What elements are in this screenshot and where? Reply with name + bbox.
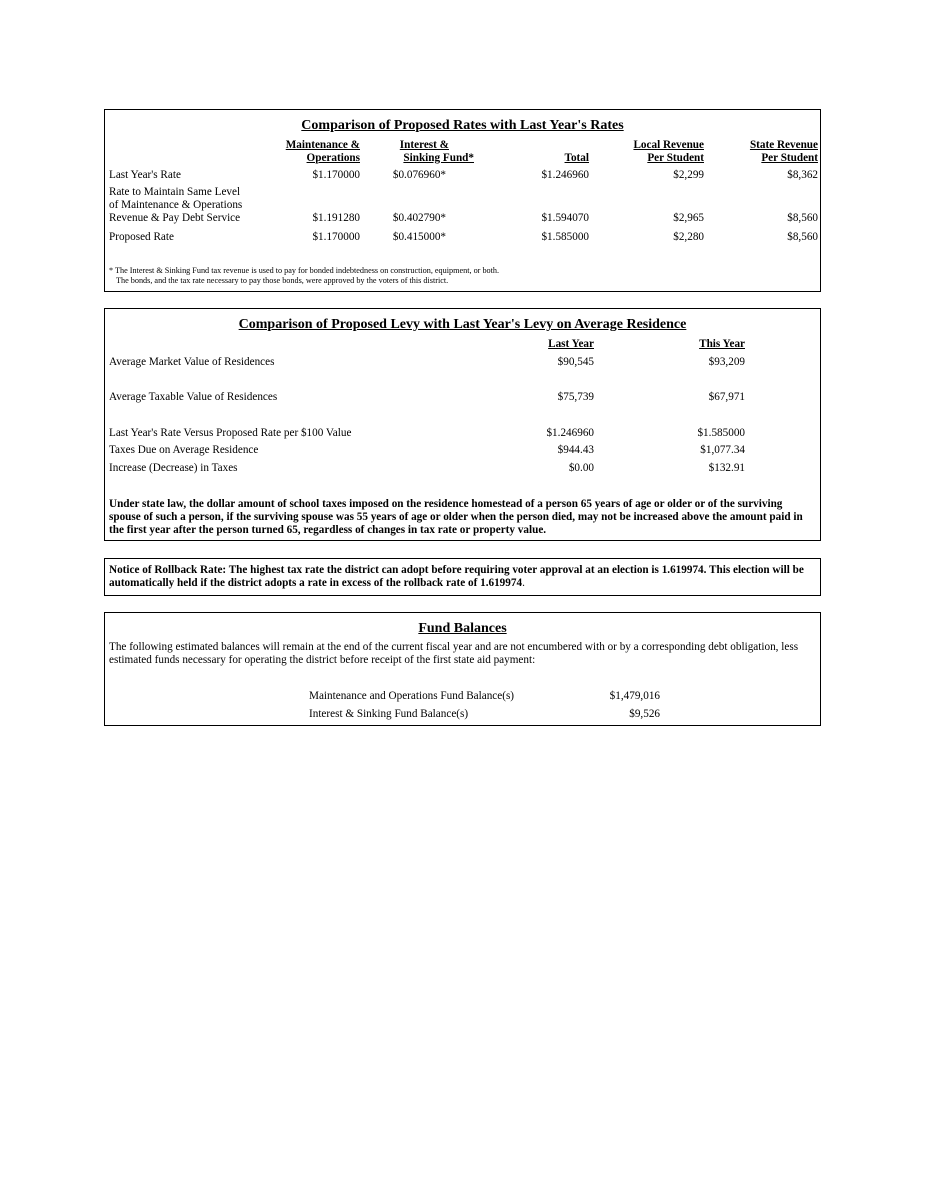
header-is-line1: Interest & (399, 139, 449, 151)
rate-row-label: Last Year's Rate (109, 169, 181, 181)
rate-row-local: $2,965 (673, 212, 704, 224)
rate-row-local: $2,280 (673, 231, 704, 243)
header-local-line2: Per Student (647, 152, 704, 164)
rates-footnote-line2: The bonds, and the tax rate necessary to pay those bonds, were approved by the voters of this district. (116, 276, 449, 285)
rate-row-state: $8,560 (787, 212, 818, 224)
header-mo-line1: Maintenance & (285, 139, 360, 151)
rate-row-total: $1.246960 (541, 169, 589, 181)
header-state-line1: State Revenue (749, 139, 818, 151)
levy-row-this: $132.91 (708, 462, 745, 474)
rate-row-mo: $1.170000 (312, 231, 360, 243)
rollback-notice-period: . (522, 577, 525, 589)
rate-row-local: $2,299 (673, 169, 704, 181)
levy-row-last: $90,545 (557, 356, 594, 368)
fund-row-value: $1,479,016 (609, 690, 660, 702)
levy-row-label: Last Year's Rate Versus Proposed Rate per $100 Value (109, 427, 352, 439)
rate-row-mo: $1.170000 (312, 169, 360, 181)
levy-title: Comparison of Proposed Levy with Last Year's Levy on Average Residence (238, 317, 687, 332)
rate-row-is: $0.076960* (392, 169, 446, 181)
header-local-line1: Local Revenue (633, 139, 704, 151)
fund-balances-title: Fund Balances (418, 621, 507, 636)
header-is-line2: Sinking Fund* (403, 152, 474, 164)
levy-row-last: $0.00 (568, 462, 594, 474)
rate-row-state: $8,362 (787, 169, 818, 181)
levy-header-this-year: This Year (699, 338, 745, 350)
rate-row-total: $1.594070 (541, 212, 589, 224)
rate-row-mo: $1.191280 (312, 212, 360, 224)
rollback-notice-sentence: Notice of Rollback Rate: The highest tax rate the district can adopt before requiring voter approval at an election is 1.619974. This election will be automatically held if the district adopts a rate in excess of the rollback rate of 1.619974 (109, 564, 804, 589)
rate-row-is: $0.415000* (392, 231, 446, 243)
fund-row-label: Maintenance and Operations Fund Balance(s) (309, 690, 515, 702)
fund-balances-box (104, 612, 821, 726)
header-mo-line2: Operations (306, 152, 360, 164)
header-state-line2: Per Student (761, 152, 818, 164)
fund-row-value: $9,526 (629, 708, 660, 720)
homestead-freeze-note: Under state law, the dollar amount of school taxes imposed on the residence homestead of a person 65 years of age or older or of the surviving spouse of such a person, if the surviving spouse was 55 years of age or older when the person died, may not be increased above the amount paid in the first year after the person turned 65, regardless of changes in tax rate or property value. (109, 498, 803, 536)
levy-row-this: $1.585000 (697, 427, 745, 439)
rate-row-is: $0.402790* (392, 212, 446, 224)
levy-row-last: $75,739 (557, 391, 594, 403)
rates-title: Comparison of Proposed Rates with Last Year's Rates (301, 118, 624, 133)
rates-comparison-box (104, 109, 821, 292)
rate-row-label-line2: of Maintenance & Operations (109, 199, 243, 211)
levy-row-last: $944.43 (557, 444, 594, 456)
rate-row-total: $1.585000 (541, 231, 589, 243)
levy-row-this: $93,209 (708, 356, 745, 368)
rates-footnote-line1: * The Interest & Sinking Fund tax revenue is used to pay for bonded indebtedness on construction, equipment, or both. (109, 266, 500, 275)
levy-row-label: Average Market Value of Residences (109, 356, 275, 368)
levy-row-label: Taxes Due on Average Residence (109, 444, 259, 456)
rate-row-state: $8,560 (787, 231, 818, 243)
rollback-notice-text (109, 564, 816, 590)
levy-row-label: Increase (Decrease) in Taxes (109, 462, 238, 474)
rate-row-label: Proposed Rate (109, 231, 174, 243)
levy-row-last: $1.246960 (546, 427, 594, 439)
levy-comparison-box (104, 308, 821, 541)
levy-row-label: Average Taxable Value of Residences (109, 391, 278, 403)
rate-row-label: Revenue & Pay Debt Service (109, 212, 241, 224)
fund-balances-intro: The following estimated balances will remain at the end of the current fiscal year and are not encumbered with or by a corresponding debt obligation, less estimated funds necessary for operating the district before receipt of the first state aid payment: (109, 641, 799, 666)
rollback-notice-box (104, 558, 821, 596)
fund-row-label: Interest & Sinking Fund Balance(s) (309, 708, 469, 720)
header-total: Total (564, 152, 589, 164)
rate-row-label-line1: Rate to Maintain Same Level (109, 186, 241, 198)
levy-row-this: $67,971 (708, 391, 745, 403)
levy-header-last-year: Last Year (548, 338, 594, 350)
levy-row-this: $1,077.34 (700, 444, 745, 456)
